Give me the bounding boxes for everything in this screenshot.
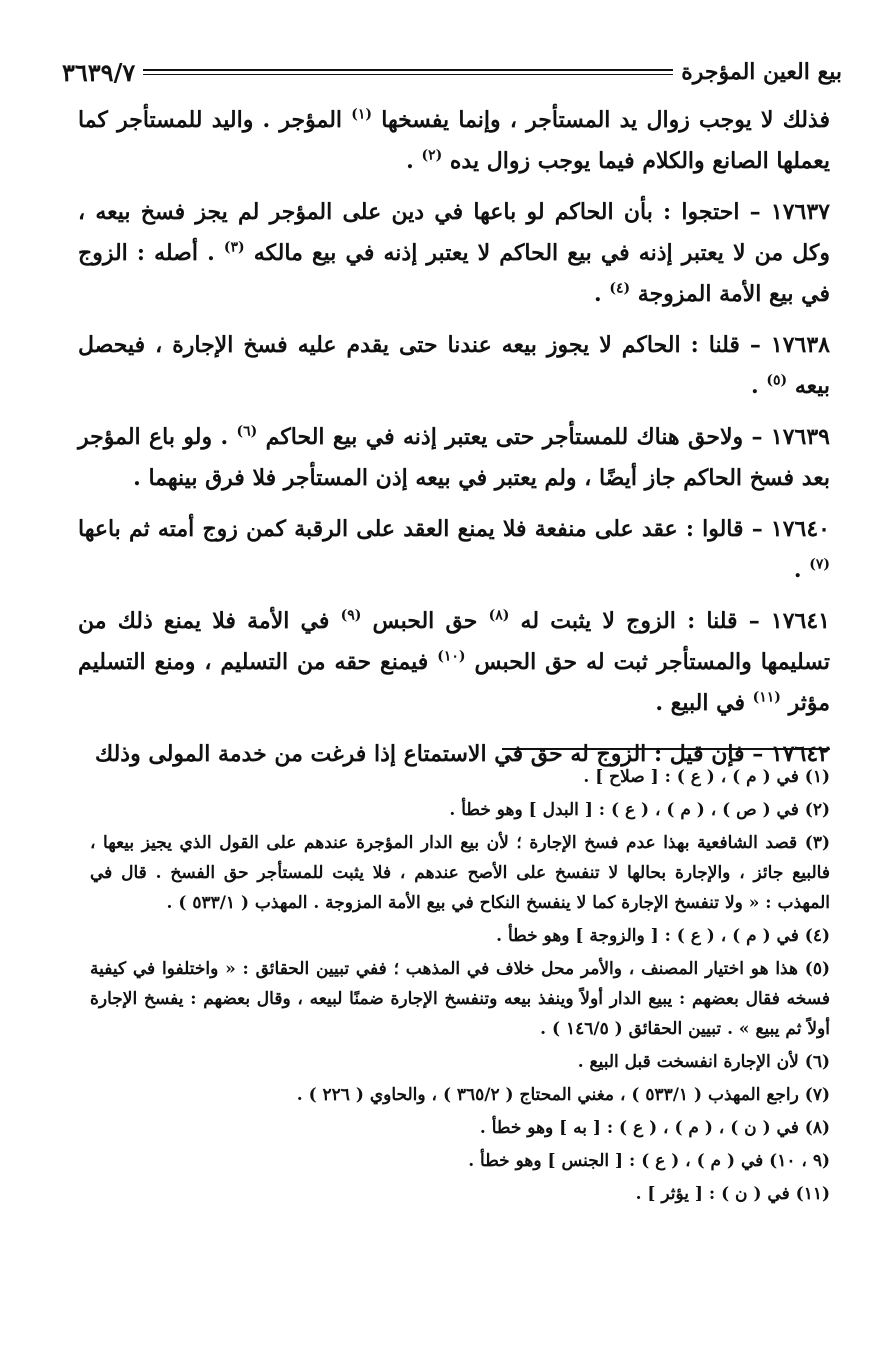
text-run: – قلنا : الحاكم لا يجوز بيعه عندنا حتى يقدم عليه فسخ الإجارة ، فيحصل بيعه xyxy=(78,332,830,399)
footnote-ref: (٢) xyxy=(421,147,443,164)
footnote: (١١) في ( ن ) : [ يؤثر ] . xyxy=(635,1184,830,1204)
paragraph xyxy=(78,601,830,724)
paragraph xyxy=(78,192,830,315)
text-run: حق الحبس xyxy=(361,608,489,634)
text-run: فذلك لا يوجب زوال يد المستأجر ، وإنما يفسخها xyxy=(372,107,830,133)
footnote-ref: (٩) xyxy=(340,607,362,624)
footnote-ref: (١١) xyxy=(752,689,781,706)
footnote-ref: (٣) xyxy=(223,239,245,256)
text-run: في البيع . xyxy=(655,690,753,716)
paragraph xyxy=(78,325,830,407)
header-rule xyxy=(143,69,673,75)
footnote-ref: (٧) xyxy=(809,556,830,573)
footnote-ref: (١٠) xyxy=(437,648,466,665)
text-run: . ولو باع المؤجر بعد فسخ الحاكم جاز أيضًا ، ولم يعتبر في بيعه إذن المستأجر فلا فرق بينهما . xyxy=(78,424,830,491)
text-run: . xyxy=(793,557,810,583)
paragraph-number: ١٧٦٤١ xyxy=(770,608,830,634)
paragraph-number: ١٧٦٤٢ xyxy=(770,741,830,767)
paragraph-number: ١٧٦٤٠ xyxy=(770,516,830,542)
footnote-ref: (٤) xyxy=(609,280,631,297)
footnote: (٤) في ( م ) ، ( ع ) : [ والزوجة ] وهو خطأ . xyxy=(496,926,830,946)
text-run: – ولاحق هناك للمستأجر حتى يعتبر إذنه في بيع الحاكم xyxy=(257,424,771,450)
footnote: (٩ ، ١٠) في ( م ) ، ( ع ) : [ الجنس ] وهو خطأ . xyxy=(468,1151,830,1171)
footnote-ref: (٨) xyxy=(488,607,510,624)
paragraph xyxy=(78,509,830,591)
text-run: المؤجر . واليد للمستأجر كما يعملها الصانع والكلام فيما يوجب زوال يده xyxy=(78,107,830,174)
footnote: (٣) قصد الشافعية بهذا عدم فسخ الإجارة ؛ لأن بيع الدار المؤجرة عندهم على القول الذي يجيز بيعها ، فالبيع جائز ، والإجارة بحالها لا تنفسخ على الأصح عندهم ، فلا يثبت للمستأجر حق الفسخ . قال في المهذب : « ولا تنفسخ الإجارة كما لا ينفسخ النكاح في بيع الأمة المزوجة . المهذب ( ٥٣٣/١ ) . xyxy=(90,833,830,913)
text-run: فيمنع حقه من التسليم ، ومنع التسليم مؤثر xyxy=(78,649,830,716)
footnote: (٨) في ( ن ) ، ( م ) ، ( ع ) : [ به ] وهو خطأ . xyxy=(479,1118,830,1138)
paragraph-number: ١٧٦٣٧ xyxy=(770,199,830,225)
text-run: – احتجوا : بأن الحاكم لو باعها في دين على المؤجر لم يجز فسخ بيعه ، وكل من لا يعتبر إذنه في بيع الحاكم لا يعتبر إذنه في بيع مالكه xyxy=(78,199,830,266)
paragraph xyxy=(78,417,830,499)
footnotes xyxy=(90,762,830,1212)
footnote: (٥) هذا هو اختيار المصنف ، والأمر محل خلاف في المذهب ؛ ففي تبيين الحقائق : « واختلفوا في كيفية فسخه فقال بعضهم : يبيع الدار أولاً وينفذ بيعه وتنفسخ الإجارة ضمنًا لبيعه ، وقال بعضهم : يفسخ الإجارة أولاً ثم يبيع » . تبيين الحقائق ( ١٤٦/٥ ) . xyxy=(90,959,830,1039)
text-run: . xyxy=(406,148,422,174)
text-run: – قالوا : عقد على منفعة فلا يمنع العقد على الرقبة كمن زوج أمته ثم باعها xyxy=(78,516,771,542)
footnote: (٧) راجع المهذب ( ٥٣٣/١ ) ، مغني المحتاج ( ٣٦٥/٢ ) ، والحاوي ( ٢٢٦ ) . xyxy=(296,1085,830,1105)
paragraph-number: ١٧٦٣٩ xyxy=(770,424,830,450)
running-header xyxy=(62,52,842,92)
chapter-title: بيع العين المؤجرة xyxy=(681,59,842,85)
footnote-separator xyxy=(502,748,830,750)
text-run: في الأمة فلا يمنع ذلك من تسليمها والمستأجر ثبت له حق الحبس xyxy=(78,608,830,675)
footnote: (٦) لأن الإجارة انفسخت قبل البيع . xyxy=(577,1052,830,1072)
page-number: ٣٦٣٩/٧ xyxy=(62,57,136,87)
footnote: (١) في ( م ) ، ( ع ) : [ صلاح ] . xyxy=(583,767,830,787)
main-text xyxy=(78,100,830,785)
paragraph-number: ١٧٦٣٨ xyxy=(770,332,830,358)
footnote-ref: (٦) xyxy=(236,423,258,440)
text-run: – قلنا : الزوج لا يثبت له xyxy=(509,608,771,634)
footnote-ref: (١) xyxy=(351,106,373,123)
text-run: . xyxy=(594,281,610,307)
text-run: . xyxy=(751,373,767,399)
footnote-ref: (٥) xyxy=(766,372,788,389)
text-run: . أصله : الزوج في بيع الأمة المزوجة xyxy=(78,240,830,307)
paragraph xyxy=(78,100,830,182)
footnote: (٢) في ( ص ) ، ( م ) ، ( ع ) : [ البدل ] وهو خطأ . xyxy=(449,800,830,820)
text-run: – فإن قيل : الزوج له حق في الاستمتاع إذا فرغت من خدمة المولى وذلك xyxy=(95,741,771,767)
